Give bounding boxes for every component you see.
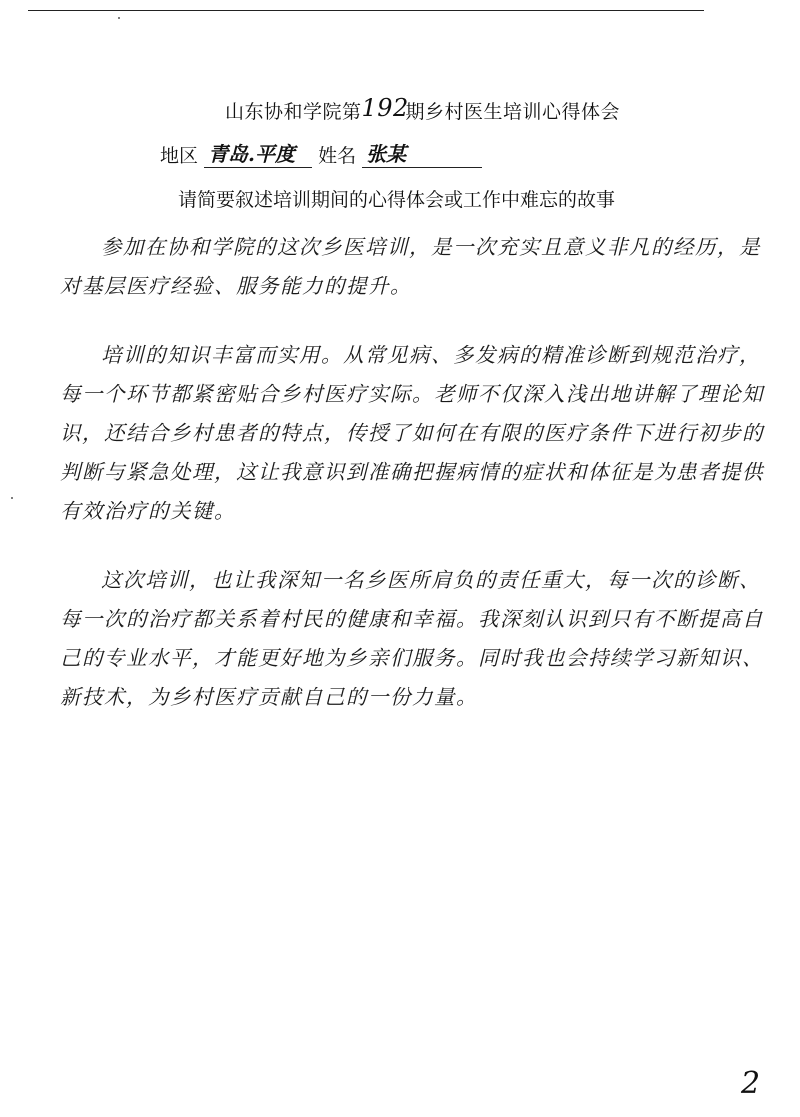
scan-speck [118, 17, 120, 19]
title-prefix: 山东协和学院第 [225, 101, 362, 123]
region-label: 地区 [160, 145, 199, 167]
essay-prompt: 请简要叙述培训期间的心得体会或工作中难忘的故事 [178, 189, 616, 211]
batch-number: 192 [361, 94, 409, 122]
page-number: 2 [741, 1066, 761, 1101]
essay-body [60, 228, 780, 747]
page-title [225, 96, 620, 124]
essay-paragraph-1: 参加在协和学院的这次乡医培训，是一次充实且意义非凡的经历，是对基层医疗经验、服务能力的提升。 [60, 235, 761, 298]
meta-row [160, 138, 482, 168]
title-suffix: 期乡村医生培训心得体会 [405, 101, 621, 123]
essay-paragraph-2: 培训的知识丰富而实用。从常见病、多发病的精准诊断到规范治疗，每一个环节都紧密贴合乡村医疗实际。老师不仅深入浅出地讲解了理论知识，还结合乡村患者的特点，传授了如何在有限的医疗条件下进行初步的判断与紧急处理，这让我意识到准确把握病情的症状和体征是为患者提供有效治疗的关键。 [60, 343, 764, 523]
region-value: 青岛.平度 [204, 138, 312, 168]
scan-speck [11, 497, 13, 499]
name-value: 张某 [362, 138, 482, 168]
name-label: 姓名 [318, 145, 357, 167]
essay-paragraph-3: 这次培训，也让我深知一名乡医所肩负的责任重大，每一次的诊断、每一次的治疗都关系着村民的健康和幸福。我深刻认识到只有不断提高自己的专业水平，才能更好地为乡亲们服务。同时我也会持续学习新知识、新技术，为乡村医疗贡献自己的一份力量。 [60, 568, 764, 709]
top-border-line [28, 10, 704, 11]
